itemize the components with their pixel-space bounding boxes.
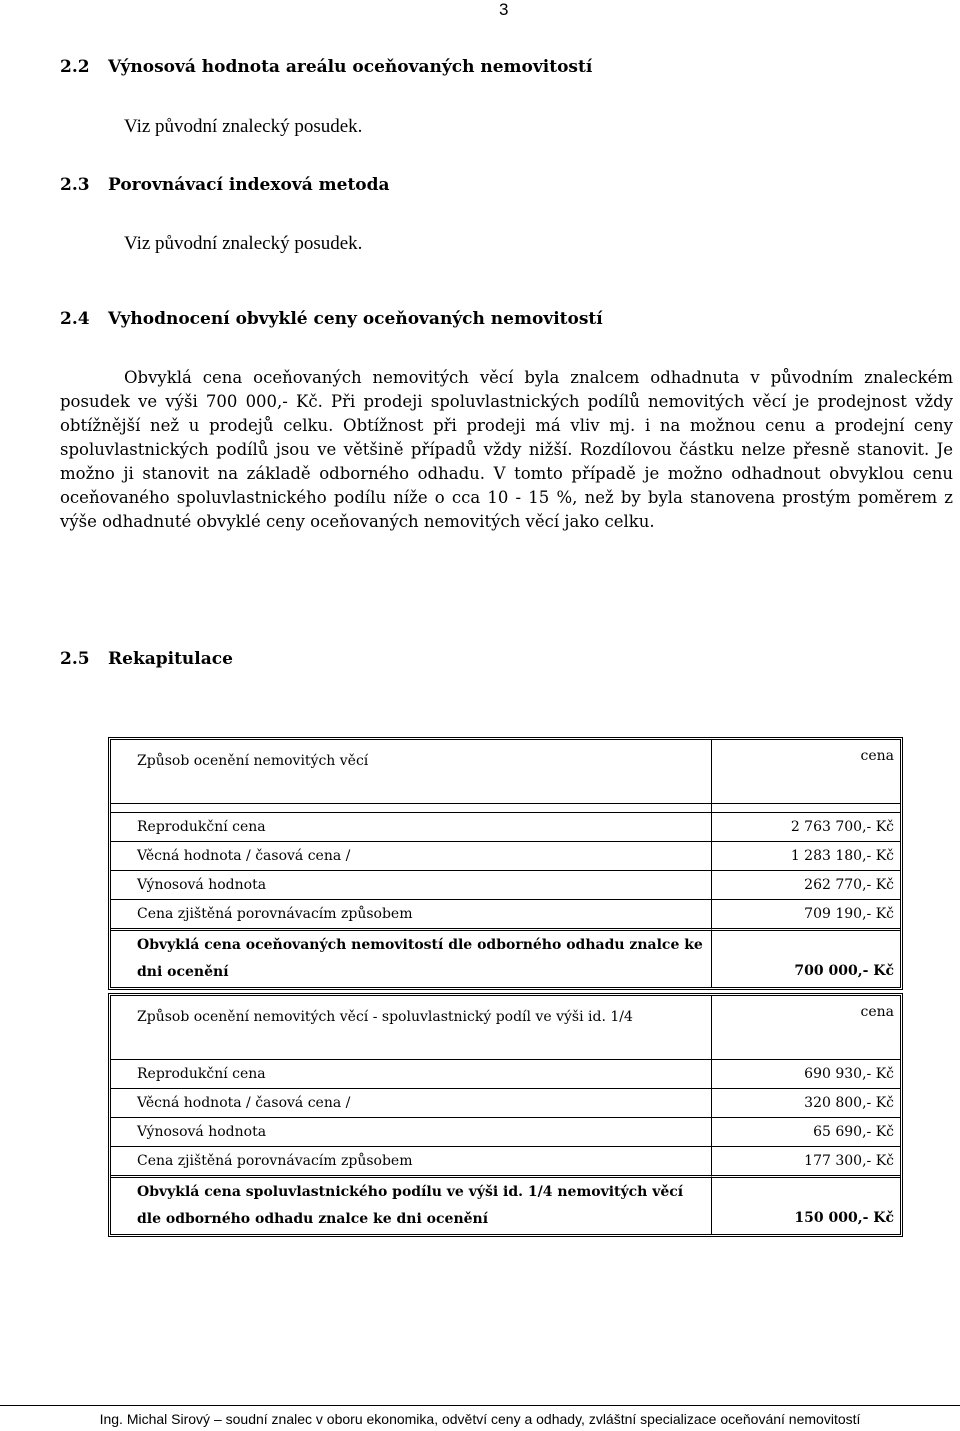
row-label: Věcná hodnota / časová cena /	[111, 1088, 711, 1117]
table-row	[111, 841, 900, 870]
table-row	[111, 1088, 900, 1117]
row-label: Výnosová hodnota	[111, 870, 711, 899]
paragraph-obvykla-cena: Obvyklá cena oceňovaných nemovitých věcí byla znalcem odhadnuta v původním znaleckém posudek ve výši 700 000,- Kč. Při prodeji spoluvlastnických podílů nemovitých věcí je prodejnost vždy obtížnější než u prodejů celku. Obtížnost při prodeji má vliv mj. i na možnou cenu a prodejní ceny spoluvlastnických podílů jsou ve většině případů vždy nižší. Rozdílovou částku nelze přesně stanovit. Je možno ji stanovit na základě odborného odhadu. V tomto případě je možno odhadnout obvyklou cenu oceňovaného spoluvlastnického podílu níže o cca 10 - 15 %, než by byla stanovena prostým poměrem z výše odhadnuté obvyklé ceny oceňovaných nemovitých věcí jako celku.	[60, 368, 953, 531]
table-row	[111, 870, 900, 899]
table-header-row	[111, 996, 900, 1059]
table-total-row	[111, 1175, 900, 1234]
row-value: 320 800,- Kč	[711, 1088, 900, 1117]
recap-table-whole	[108, 737, 903, 990]
section-heading-2-4	[60, 309, 603, 329]
section-title: Výnosová hodnota areálu oceňovaných nemovitostí	[108, 57, 593, 77]
table-spacer-row	[111, 803, 900, 812]
row-label: Reprodukční cena	[111, 812, 711, 841]
section-heading-2-5	[60, 649, 233, 669]
header-method-label: Způsob ocenění nemovitých věcí - spoluvlastnický podíl ve výši id. 1/4	[137, 1009, 633, 1025]
header-price-label: cena	[711, 996, 900, 1059]
recap-table-share	[108, 993, 903, 1237]
header-price-label: cena	[711, 740, 900, 803]
row-value: 709 190,- Kč	[711, 899, 900, 928]
table-row	[111, 1117, 900, 1146]
total-label: Obvyklá cena spoluvlastnického podílu ve výši id. 1/4 nemovitých věcí dle odborného odhadu znalce ke dni ocenění	[111, 1175, 711, 1234]
table-row	[111, 812, 900, 841]
table-row	[111, 899, 900, 928]
row-value: 262 770,- Kč	[711, 870, 900, 899]
page-footer: Ing. Michal Sirový – soudní znalec v oboru ekonomika, odvětví ceny a odhady, zvláštní specializace oceňování nemovitostí	[99, 1411, 861, 1427]
row-label: Cena zjištěná porovnávacím způsobem	[111, 1146, 711, 1175]
table-row	[111, 1146, 900, 1175]
section-heading-2-3	[60, 175, 390, 195]
footer-divider	[0, 1405, 960, 1406]
header-method-label: Způsob ocenění nemovitých věcí	[137, 753, 369, 769]
table-total-row	[111, 928, 900, 987]
total-label: Obvyklá cena oceňovaných nemovitostí dle odborného odhadu znalce ke dni ocenění	[111, 928, 711, 987]
page-number: 3	[499, 0, 509, 19]
section-heading-2-2	[60, 57, 592, 77]
row-value: 1 283 180,- Kč	[711, 841, 900, 870]
total-value: 700 000,- Kč	[711, 928, 900, 987]
section-number: 2.5	[60, 649, 90, 669]
row-label: Reprodukční cena	[111, 1059, 711, 1088]
section-number: 2.4	[60, 309, 90, 329]
table-row	[111, 1059, 900, 1088]
row-label: Výnosová hodnota	[111, 1117, 711, 1146]
section-title: Rekapitulace	[108, 649, 233, 669]
section-number: 2.2	[60, 57, 90, 77]
section-number: 2.3	[60, 175, 90, 195]
section-title: Porovnávací indexová metoda	[108, 175, 390, 195]
row-value: 177 300,- Kč	[711, 1146, 900, 1175]
reference-text-2-3: Viz původní znalecký posudek.	[124, 233, 363, 254]
row-value: 2 763 700,- Kč	[711, 812, 900, 841]
reference-text-2-2: Viz původní znalecký posudek.	[124, 116, 363, 137]
row-label: Věcná hodnota / časová cena /	[111, 841, 711, 870]
section-title: Vyhodnocení obvyklé ceny oceňovaných nemovitostí	[108, 309, 603, 329]
row-value: 65 690,- Kč	[711, 1117, 900, 1146]
table-header-row	[111, 740, 900, 803]
row-value: 690 930,- Kč	[711, 1059, 900, 1088]
total-value: 150 000,- Kč	[711, 1175, 900, 1234]
row-label: Cena zjištěná porovnávacím způsobem	[111, 899, 711, 928]
